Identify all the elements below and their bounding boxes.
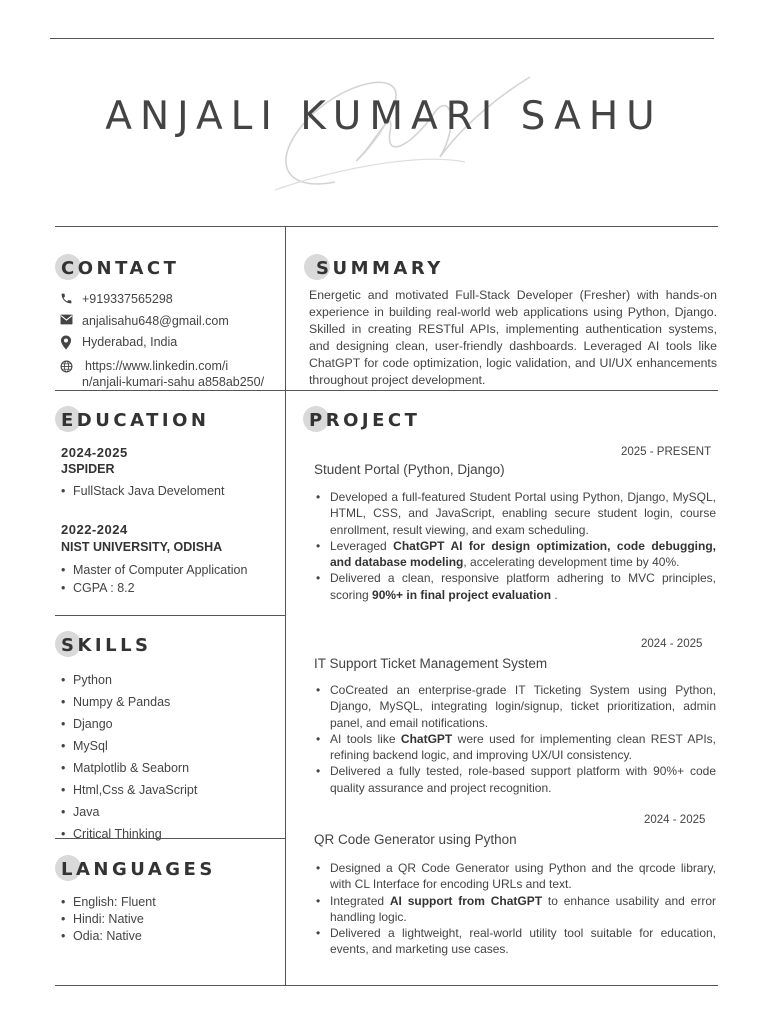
linkedin-url[interactable]: https://www.linkedin.com/i n/anjali-kumari-sahu a858ab250/ — [82, 359, 265, 389]
contact-phone — [60, 292, 173, 306]
candidate-name: ANJALI KUMARI SAHU — [105, 94, 663, 139]
bottom-rule — [55, 985, 718, 986]
header-rule — [55, 226, 718, 227]
languages-heading: LANGUAGES — [61, 859, 216, 880]
list-item: • Django — [61, 713, 197, 735]
education-years: 2024-2025 — [61, 445, 128, 460]
project-heading: PROJECT — [309, 410, 420, 431]
project-bullets — [314, 682, 716, 796]
divider-education-skills — [55, 615, 285, 616]
list-item: • Python — [61, 669, 197, 691]
list-item: • Integrated AI support from ChatGPT to enhance usability and error handling logic. — [314, 893, 716, 926]
list-item: • Html,Css & JavaScript — [61, 779, 197, 801]
project-title: Student Portal (Python, Django) — [314, 462, 505, 477]
list-item: • Numpy & Pandas — [61, 691, 197, 713]
summary-heading: SUMMARY — [316, 258, 444, 279]
location-pin-icon — [60, 335, 82, 350]
education-heading: EDUCATION — [61, 410, 209, 431]
column-divider — [285, 226, 286, 986]
education-details — [61, 561, 247, 597]
skills-heading: SKILLS — [61, 635, 152, 656]
list-item: • Designed a QR Code Generator using Python and the qrcode library, with CL Interface for encoding URLs and text. — [314, 860, 716, 893]
list-item: • Master of Computer Application — [61, 561, 247, 579]
contact-email — [60, 314, 229, 328]
contact-heading: CONTACT — [61, 258, 179, 279]
location-text: Hyderabad, India — [82, 335, 178, 349]
list-item: • Java — [61, 801, 197, 823]
list-item: • Odia: Native — [61, 928, 156, 945]
project-title: IT Support Ticket Management System — [314, 656, 548, 671]
list-item: • Leveraged ChatGPT AI for design optimization, code debugging, and database modeling, accelerating development time by 40%. — [314, 538, 716, 571]
project-date: 2024 - 2025 — [644, 814, 706, 826]
list-item: • AI tools like ChatGPT were used for implementing clean REST APIs, refining backend logic, and improving UX/UI consistency. — [314, 731, 716, 764]
list-item: • MySql — [61, 735, 197, 757]
list-item: • CGPA : 8.2 — [61, 579, 247, 597]
education-institution: JSPIDER — [61, 462, 115, 476]
list-item: • Hindi: Native — [61, 911, 156, 928]
list-item: • Delivered a lightweight, real-world utility tool suitable for education, events, and marketing use cases. — [314, 925, 716, 958]
list-item: • English: Fluent — [61, 894, 156, 911]
education-institution: NIST UNIVERSITY, ODISHA — [61, 540, 223, 554]
project-date: 2025 - PRESENT — [621, 446, 712, 458]
globe-icon — [60, 358, 82, 373]
list-item: • Delivered a clean, responsive platform adhering to MVC principles, scoring 90%+ in final project evaluation . — [314, 570, 716, 603]
divider-contact-education — [55, 390, 718, 391]
contact-linkedin — [60, 358, 264, 390]
project-bullets — [314, 489, 716, 603]
education-details — [61, 484, 224, 498]
top-rule — [50, 38, 714, 39]
project-date: 2024 - 2025 — [641, 638, 703, 650]
list-item: • Matplotlib & Seaborn — [61, 757, 197, 779]
project-title: QR Code Generator using Python — [314, 832, 517, 847]
languages-list — [61, 894, 156, 945]
mail-icon — [60, 314, 82, 325]
phone-icon — [60, 292, 82, 305]
list-item: • Delivered a fully tested, role-based support platform with 90%+ code quality assurance and project recognition. — [314, 763, 716, 796]
list-item: • CoCreated an enterprise-grade IT Ticketing System using Python, Django, MySQL, integrating login/signup, ticket prioritization, admin panel, and email notifications. — [314, 682, 716, 731]
education-years: 2022-2024 — [61, 522, 128, 537]
contact-location — [60, 335, 177, 350]
project-bullets — [314, 860, 716, 958]
phone-number[interactable]: +919337565298 — [82, 292, 173, 306]
skills-list — [61, 669, 197, 845]
list-item: • Developed a full-featured Student Portal using Python, Django, MySQL, HTML, CSS, and JavaScript, enabling secure student login, course enrollment, result viewing, and exam scheduling. — [314, 489, 716, 538]
list-item: • FullStack Java Develoment — [61, 484, 224, 498]
list-item: • Critical Thinking — [61, 823, 197, 845]
email-address[interactable]: anjalisahu648@gmail.com — [82, 314, 229, 328]
summary-text: Energetic and motivated Full-Stack Developer (Fresher) with hands-on experience in building real-world web applications using Python, Django. Skilled in creating RESTful APIs, implementing authentication systems, and designing clean, user-friendly dashboards. Leveraged AI tools like ChatGPT for code optimization, logic validation, and UI/UX enhancements throughout project development. — [309, 288, 717, 387]
